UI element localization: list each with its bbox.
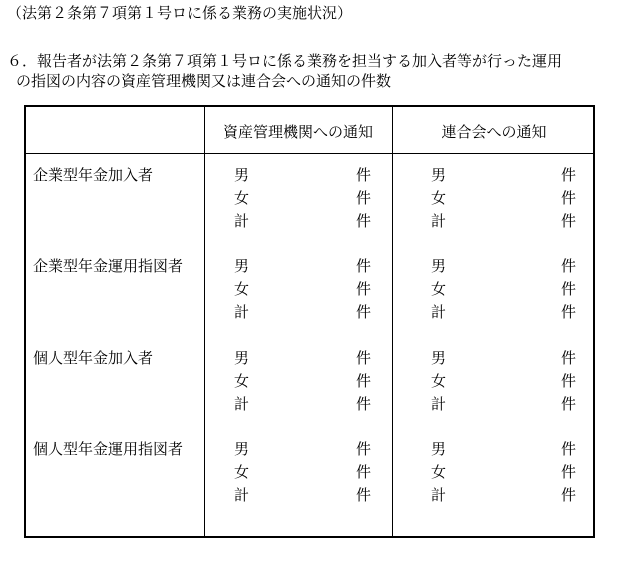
count-unit-asset-management: 件	[356, 257, 372, 275]
count-unit-asset-management: 件	[356, 463, 372, 481]
count-unit-federation: 件	[561, 372, 577, 390]
column-divider	[392, 107, 393, 536]
count-unit-asset-management: 件	[356, 372, 372, 390]
count-unit-asset-management: 件	[356, 166, 372, 184]
count-unit-asset-management: 件	[356, 395, 372, 413]
count-unit-federation: 件	[561, 395, 577, 413]
gender-label-male: 男	[234, 257, 250, 275]
count-unit-asset-management: 件	[356, 440, 372, 458]
gender-label-total: 計	[431, 395, 447, 413]
gender-label-total: 計	[234, 212, 250, 230]
gender-label-female: 女	[431, 372, 447, 390]
gender-label-female: 女	[431, 189, 447, 207]
count-unit-asset-management: 件	[356, 486, 372, 504]
row-label: 企業型年金加入者	[33, 166, 154, 184]
notification-count-table	[24, 105, 595, 538]
section-heading: （法第２条第７項第１号ロに係る業務の実施状況）	[7, 4, 353, 22]
count-unit-asset-management: 件	[356, 280, 372, 298]
gender-label-male: 男	[234, 166, 250, 184]
count-unit-asset-management: 件	[356, 349, 372, 367]
question-line-1: ６．報告者が法第２条第７項第１号ロに係る業務を担当する加入者等が行った運用	[7, 52, 563, 70]
gender-label-female: 女	[234, 280, 250, 298]
count-unit-asset-management: 件	[356, 303, 372, 321]
gender-label-total: 計	[234, 486, 250, 504]
column-header-federation: 連合会への通知	[441, 123, 547, 141]
column-header-asset-management: 資産管理機関への通知	[222, 123, 373, 141]
count-unit-federation: 件	[561, 463, 577, 481]
count-unit-federation: 件	[561, 166, 577, 184]
gender-label-total: 計	[431, 303, 447, 321]
count-unit-asset-management: 件	[356, 212, 372, 230]
count-unit-federation: 件	[561, 303, 577, 321]
count-unit-federation: 件	[561, 440, 577, 458]
count-unit-asset-management: 件	[356, 189, 372, 207]
column-divider	[204, 107, 205, 536]
gender-label-female: 女	[234, 189, 250, 207]
header-divider	[26, 153, 593, 154]
gender-label-female: 女	[234, 463, 250, 481]
gender-label-female: 女	[234, 372, 250, 390]
gender-label-male: 男	[431, 440, 447, 458]
row-label: 企業型年金運用指図者	[33, 257, 184, 275]
gender-label-female: 女	[431, 280, 447, 298]
count-unit-federation: 件	[561, 486, 577, 504]
gender-label-male: 男	[431, 349, 447, 367]
row-label: 個人型年金運用指図者	[33, 440, 184, 458]
gender-label-male: 男	[234, 440, 250, 458]
row-label: 個人型年金加入者	[33, 349, 154, 367]
gender-label-total: 計	[431, 212, 447, 230]
gender-label-male: 男	[431, 257, 447, 275]
count-unit-federation: 件	[561, 212, 577, 230]
gender-label-total: 計	[234, 395, 250, 413]
gender-label-male: 男	[431, 166, 447, 184]
count-unit-federation: 件	[561, 189, 577, 207]
gender-label-total: 計	[234, 303, 250, 321]
count-unit-federation: 件	[561, 349, 577, 367]
gender-label-male: 男	[234, 349, 250, 367]
gender-label-total: 計	[431, 486, 447, 504]
count-unit-federation: 件	[561, 280, 577, 298]
question-text	[7, 51, 562, 91]
count-unit-federation: 件	[561, 257, 577, 275]
gender-label-female: 女	[431, 463, 447, 481]
question-line-2: の指図の内容の資産管理機関又は連合会への通知の件数	[16, 72, 392, 90]
